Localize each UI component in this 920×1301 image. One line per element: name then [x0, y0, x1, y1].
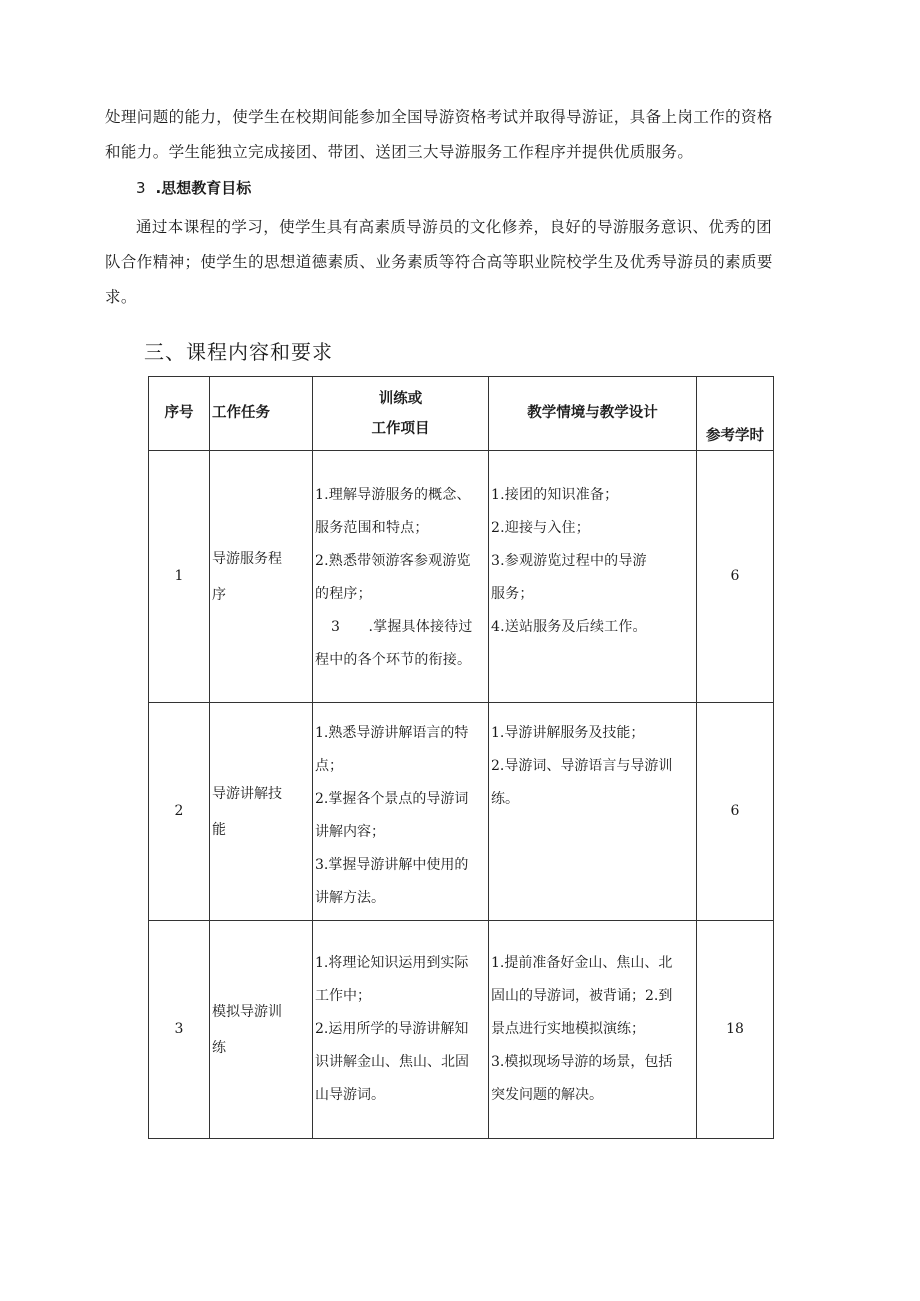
cell-task: 导游讲解技 能 [210, 703, 313, 921]
table-row [149, 921, 774, 1139]
header-hours: 参考学时 [697, 377, 774, 451]
goal-paragraph [105, 210, 817, 315]
cell-design: 1.导游讲解服务及技能； 2.导游词、导游语言与导游训 练。 [489, 703, 697, 921]
cell-design: 1.提前准备好金山、焦山、北 固山的导游词，被背诵；2.到 景点进行实地模拟演练； 3.模拟现场导游的场景，包括 突发问题的解决。 [489, 921, 697, 1139]
header-seq: 序号 [149, 377, 210, 451]
cell-seq: 3 [149, 921, 210, 1139]
table-header-row [149, 377, 774, 451]
course-content-table [148, 376, 774, 1139]
subsection-title: .思想教育目标 [155, 179, 252, 197]
text-line: 处理问题的能力，使学生在校期间能参加全国导游资格考试并取得导游证，具备上岗工作的资格 [105, 108, 773, 126]
text-line: 和能力。学生能独立完成接团、带团、送团三大导游服务工作程序并提供优质服务。 [105, 143, 694, 161]
text-line: 通过本课程的学习，使学生具有高素质导游员的文化修养，良好的导游服务意识、优秀的团 [136, 218, 773, 236]
cell-task: 模拟导游训 练 [210, 921, 313, 1139]
cell-hours: 6 [697, 451, 774, 703]
cell-seq: 2 [149, 703, 210, 921]
cell-design: 1.接团的知识准备； 2.迎接与入住； 3.参观游览过程中的导游 服务； 4.送站服务及后续工作。 [489, 451, 697, 703]
cell-task: 导游服务程 序 [210, 451, 313, 703]
cell-hours: 6 [697, 703, 774, 921]
cell-project: 1.熟悉导游讲解语言的特 点； 2.掌握各个景点的导游词 讲解内容； 3.掌握导游讲解中使用的 讲解方法。 [313, 703, 489, 921]
intro-paragraph [105, 100, 817, 170]
cell-hours: 18 [697, 921, 774, 1139]
cell-project: 1.理解导游服务的概念、 服务范围和特点； 2.熟悉带领游客参观游览 的程序； 3 .掌握具体接待过 程中的各个环节的衔接。 [313, 451, 489, 703]
header-task: 工作任务 [210, 377, 313, 451]
text-line: 队合作精神；使学生的思想道德素质、业务素质等符合高等职业院校学生及优秀导游员的素质要 [105, 253, 773, 271]
cell-seq: 1 [149, 451, 210, 703]
table-row [149, 451, 774, 703]
subsection-heading [136, 176, 251, 200]
header-project: 训练或 工作项目 [313, 377, 489, 451]
subsection-number: 3 [136, 179, 146, 197]
section-title: 三、课程内容和要求 [144, 340, 333, 364]
table-row [149, 703, 774, 921]
cell-project: 1.将理论知识运用到实际 工作中； 2.运用所学的导游讲解知 识讲解金山、焦山、北固 山导游词。 [313, 921, 489, 1139]
text-line: 求。 [105, 288, 137, 306]
header-design: 教学情境与教学设计 [489, 377, 697, 451]
